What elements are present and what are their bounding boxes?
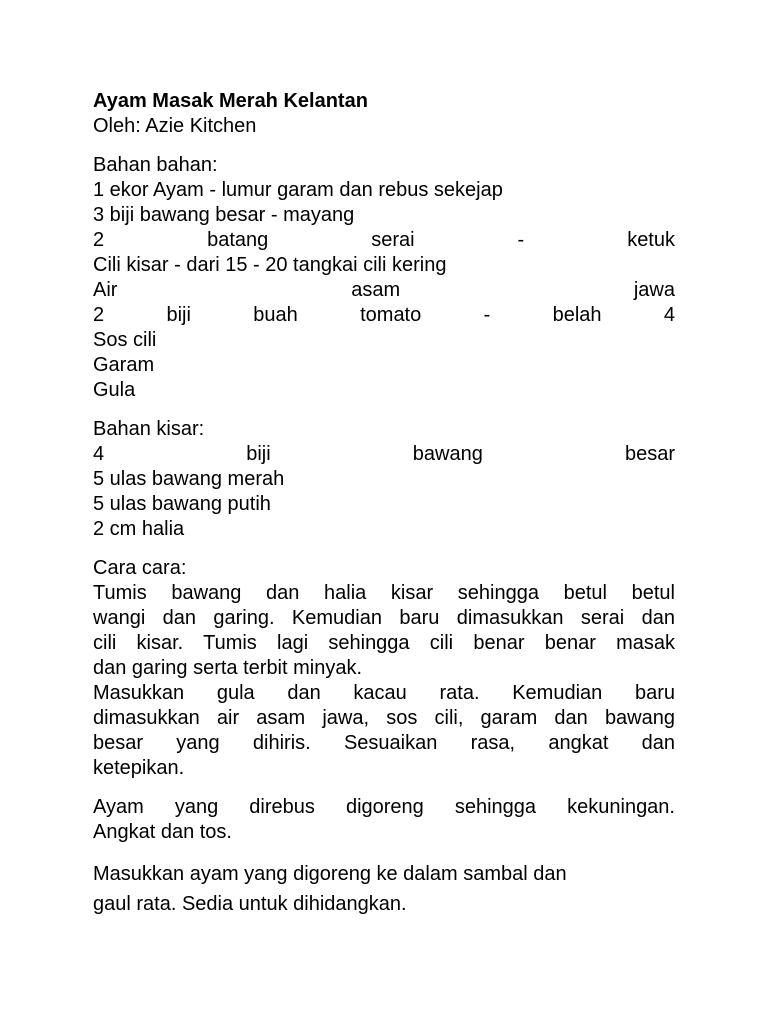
paragraph-line: Ayam yang direbus digoreng sehingga kekuningan.	[93, 796, 675, 818]
method-step-2	[93, 681, 675, 781]
paragraph-line: Masukkan ayam yang digoreng ke dalam sambal dan	[93, 863, 567, 885]
method-step-3	[93, 795, 675, 845]
ingredient-item: Garam	[93, 354, 155, 376]
ingredient-item: Cili kisar - dari 15 - 20 tangkai cili kering	[93, 254, 447, 276]
spacer	[93, 845, 675, 859]
spacer	[93, 542, 675, 556]
paragraph-line: wangi dan garing. Kemudian baru dimasukkan serai dan	[93, 607, 675, 629]
recipe-document	[93, 89, 675, 919]
paragraph-line: besar yang dihiris. Sesuaikan rasa, angkat dan	[93, 732, 675, 754]
recipe-author: Oleh: Azie Kitchen	[93, 115, 257, 137]
spacer	[93, 139, 675, 153]
ingredient-item: Gula	[93, 379, 136, 401]
recipe-title: Ayam Masak Merah Kelantan	[93, 90, 368, 112]
ingredient-item: Sos cili	[93, 329, 157, 351]
paragraph-line: Angkat dan tos.	[93, 821, 232, 843]
paragraph-line: Masukkan gula dan kacau rata. Kemudian baru	[93, 682, 675, 704]
paragraph-line: gaul rata. Sedia untuk dihidangkan.	[93, 893, 407, 915]
paragraph-line: ketepikan.	[93, 757, 185, 779]
blend-item: 5 ulas bawang merah	[93, 468, 285, 490]
ingredient-item: 2 biji buah tomato - belah 4	[93, 304, 675, 326]
spacer	[93, 781, 675, 795]
paragraph-line: cili kisar. Tumis lagi sehingga cili benar benar masak	[93, 632, 675, 654]
method-step-4	[93, 859, 675, 919]
method-step-1	[93, 581, 675, 681]
method-heading: Cara cara:	[93, 557, 187, 579]
paragraph-line: Tumis bawang dan halia kisar sehingga betul betul	[93, 582, 675, 604]
ingredient-item: 2 batang serai - ketuk	[93, 229, 675, 251]
blend-item: 2 cm halia	[93, 518, 185, 540]
blend-heading: Bahan kisar:	[93, 418, 205, 440]
paragraph-line: dimasukkan air asam jawa, sos cili, garam dan bawang	[93, 707, 675, 729]
ingredient-item: 1 ekor Ayam - lumur garam dan rebus sekejap	[93, 179, 503, 201]
blend-item: 4 biji bawang besar	[93, 443, 675, 465]
ingredient-item: 3 biji bawang besar - mayang	[93, 204, 355, 226]
spacer	[93, 403, 675, 417]
blend-item: 5 ulas bawang putih	[93, 493, 271, 515]
ingredients-heading: Bahan bahan:	[93, 154, 218, 176]
ingredient-item: Air asam jawa	[93, 279, 675, 301]
paragraph-line: dan garing serta terbit minyak.	[93, 657, 363, 679]
